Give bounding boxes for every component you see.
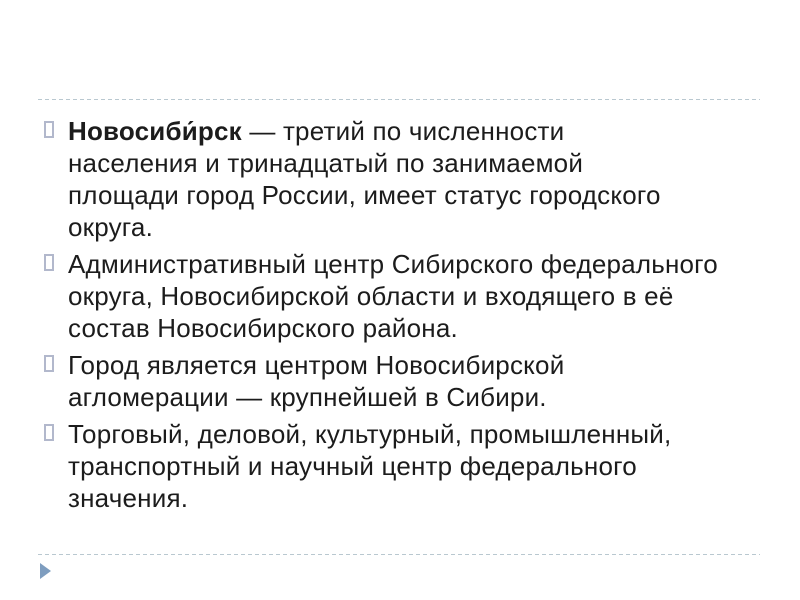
bullet-text-2 — [68, 248, 718, 344]
bullet-marker-icon — [44, 254, 54, 271]
next-slide-arrow-icon[interactable] — [40, 563, 51, 579]
bullet-3-line-2: агломерации — крупнейшей в Сибири. — [68, 382, 547, 412]
bullet-4-line-1: Торговый, деловой, культурный, промышленный, — [68, 419, 672, 449]
bullet-list — [44, 115, 756, 519]
bullet-text-4 — [68, 418, 671, 514]
bullet-item-4 — [44, 418, 756, 514]
bullet-1-line-1 — [68, 115, 661, 147]
bullet-item-3 — [44, 349, 756, 413]
bullet-item-2 — [44, 248, 756, 344]
bullet-3-line-1: Город является центром Новосибирской — [68, 350, 565, 380]
bottom-divider-line — [38, 554, 760, 555]
bullet-item-1 — [44, 115, 756, 243]
bullet-2-line-2: округа, Новосибирской области и входящего в её — [68, 281, 674, 311]
bullet-text-3 — [68, 349, 564, 413]
bullet-4-line-2: транспортный и научный центр федерального — [68, 451, 637, 481]
bullet-marker-icon — [44, 355, 54, 372]
bullet-text-1 — [68, 115, 661, 243]
bullet-1-line-4: округа. — [68, 212, 153, 242]
bullet-1-line-2: населения и тринадцатый по занимаемой — [68, 148, 584, 178]
bullet-1-bold-lead: Новосиби́рск — [68, 116, 242, 146]
bullet-2-line-3: состав Новосибирского района. — [68, 313, 458, 343]
bullet-1-line-3: площади город России, имеет статус городского — [68, 180, 661, 210]
bullet-1-line-1-rest: — третий по численности — [241, 116, 565, 146]
bullet-4-line-3: значения. — [68, 483, 189, 513]
top-divider-line — [38, 99, 760, 100]
bullet-2-line-1: Административный центр Сибирского федерального — [68, 249, 718, 279]
bullet-marker-icon — [44, 121, 54, 138]
bullet-marker-icon — [44, 424, 54, 441]
